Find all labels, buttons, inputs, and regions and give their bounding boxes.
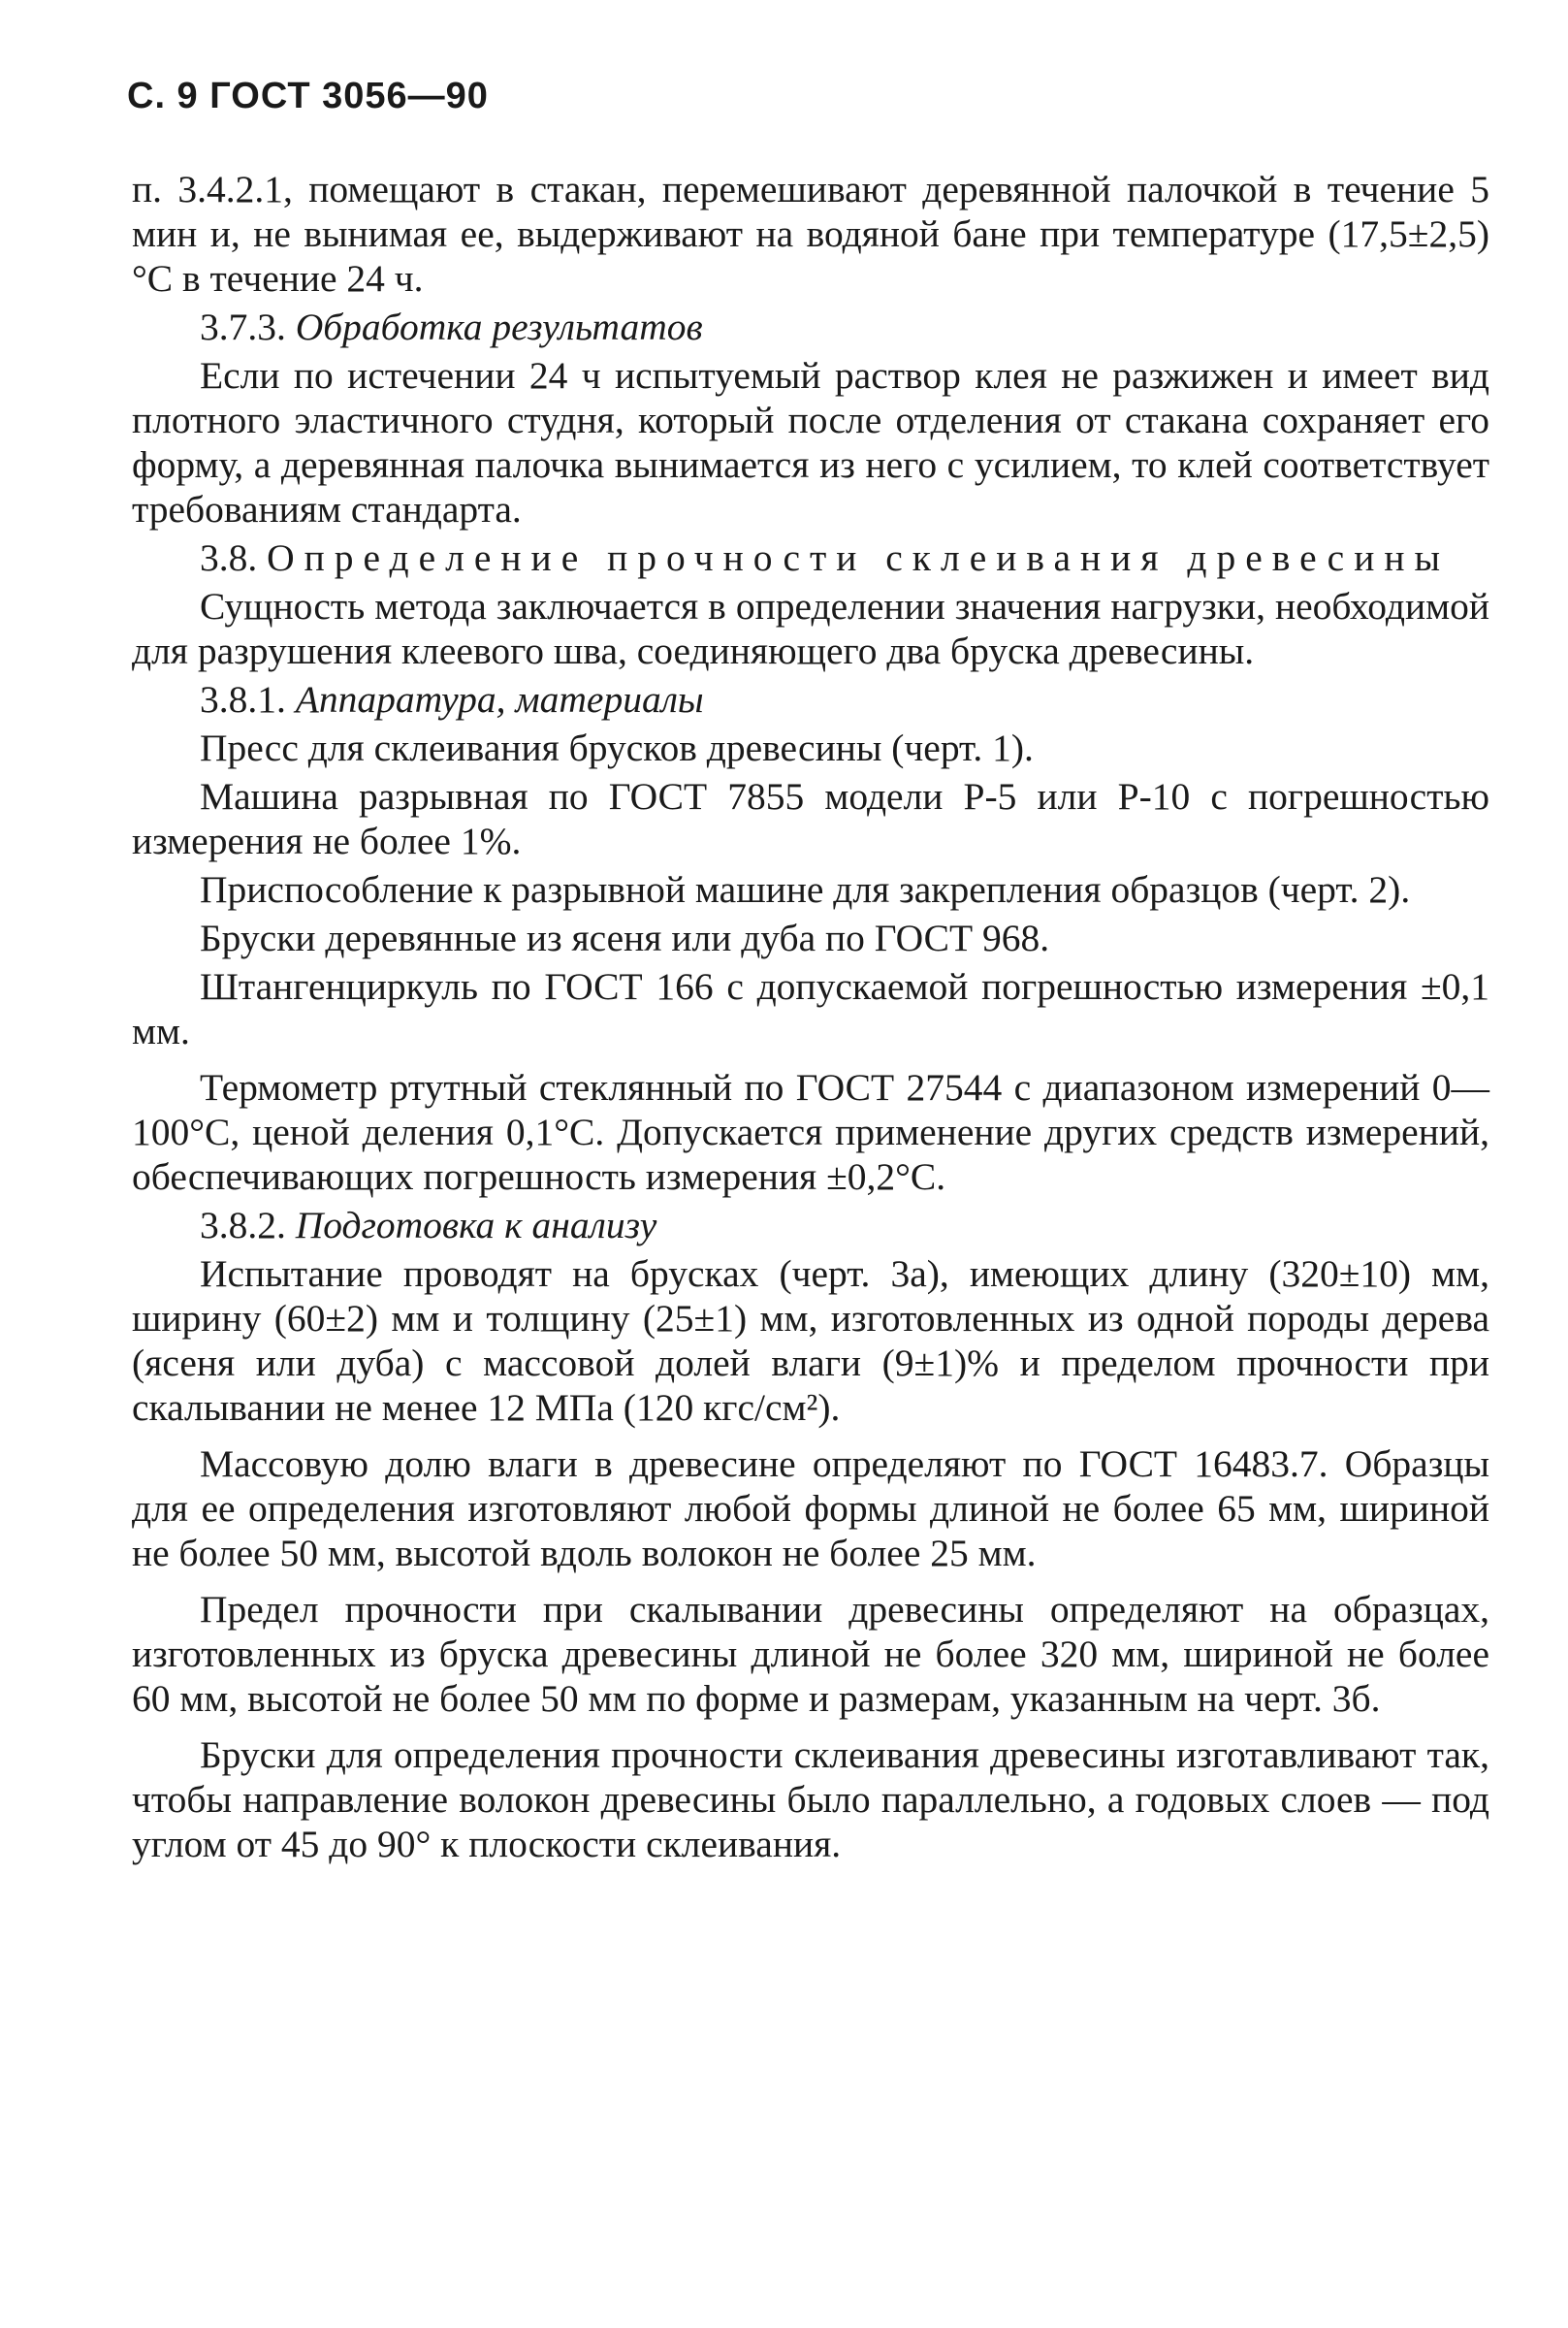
paragraph-fixture: Приспособление к разрывной машине для закрепления образцов (черт. 2). [200, 868, 1411, 911]
paragraph-caliper: Штангенциркуль по ГОСТ 166 с допускаемой погрешностью измерения ±0,1 мм. [132, 965, 1489, 1052]
document-body [132, 167, 1489, 1870]
section-heading-3-8-1 [132, 677, 1489, 722]
section-heading-3-8-2 [132, 1203, 1489, 1247]
section-number: 3.8.2. [200, 1204, 286, 1246]
section-number: 3.7.3. [200, 306, 286, 348]
section-title: Обработка результатов [295, 306, 703, 348]
paragraph-test-bars: Испытание проводят на брусках (черт. 3а), имеющих длину (320±10) мм, ширину (60±2) мм и толщину (25±1) мм, изготовленных из одной породы дерева (ясеня или дуба) с массовой долей влаги (9±1)% и пределом прочности при скалывании не менее 12 МПа (120 кгс/см²). [132, 1252, 1489, 1429]
paragraph-moisture: Массовую долю влаги в древесине определяют по ГОСТ 16483.7. Образцы для ее определения изготовляют любой формы длиной не более 65 мм, шириной не более 50 мм, высотой вдоль волокон не более 25 мм. [132, 1442, 1489, 1574]
paragraph-method-essence: Сущность метода заключается в определении значения нагрузки, необходимой для разрушения клеевого шва, соединяющего два бруска древесины. [132, 585, 1489, 672]
section-number: 3.8. [200, 536, 258, 579]
section-heading-3-7-3 [132, 305, 1489, 349]
paragraph-thermometer: Термометр ртутный стеклянный по ГОСТ 27544 с диапазоном измерений 0—100°С, ценой деления 0,1°С. Допускается применение других средств измерений, обеспечивающих погрешность измерения ±0,2°С. [132, 1066, 1489, 1198]
paragraph-shear-strength: Предел прочности при скалывании древесины определяют на образцах, изготовленных из бруска древесины длиной не более 320 мм, шириной не более 60 мм, высотой не более 50 мм по форме и размерам, указанным на черт. 3б. [132, 1588, 1489, 1720]
page-header: С. 9 ГОСТ 3056—90 [127, 76, 489, 116]
paragraph-bar-preparation: Бруски для определения прочности склеивания древесины изготавливают так, чтобы направление волокон древесины было параллельно, а годовых слоев — под углом от 45 до 90° к плоскости склеивания. [132, 1733, 1489, 1865]
paragraph-continuation: п. 3.4.2.1, помещают в стакан, перемешивают деревянной палочкой в течение 5 мин и, не вынимая ее, выдерживают на водяной бане при температуре (17,5±2,5)°С в течение 24 ч. [132, 168, 1489, 300]
section-number: 3.8.1. [200, 678, 286, 721]
section-heading-3-8 [132, 535, 1489, 580]
section-title: Определение прочности склеивания древесины [267, 536, 1451, 579]
section-title: Подготовка к анализу [295, 1204, 657, 1246]
section-title: Аппаратура, материалы [295, 678, 704, 721]
paragraph-results: Если по истечении 24 ч испытуемый раствор клея не разжижен и имеет вид плотного эластичного студня, который после отделения от стакана сохраняет его форму, а деревянная палочка вынимается из него с усилием, то клей соответствует требованиям стандарта. [132, 354, 1489, 531]
paragraph-press: Пресс для склеивания брусков древесины (черт. 1). [200, 727, 1034, 769]
paragraph-machine: Машина разрывная по ГОСТ 7855 модели Р-5 или Р-10 с погрешностью измерения не более 1%. [132, 775, 1489, 862]
paragraph-bars: Бруски деревянные из ясеня или дуба по ГОСТ 968. [200, 917, 1050, 959]
